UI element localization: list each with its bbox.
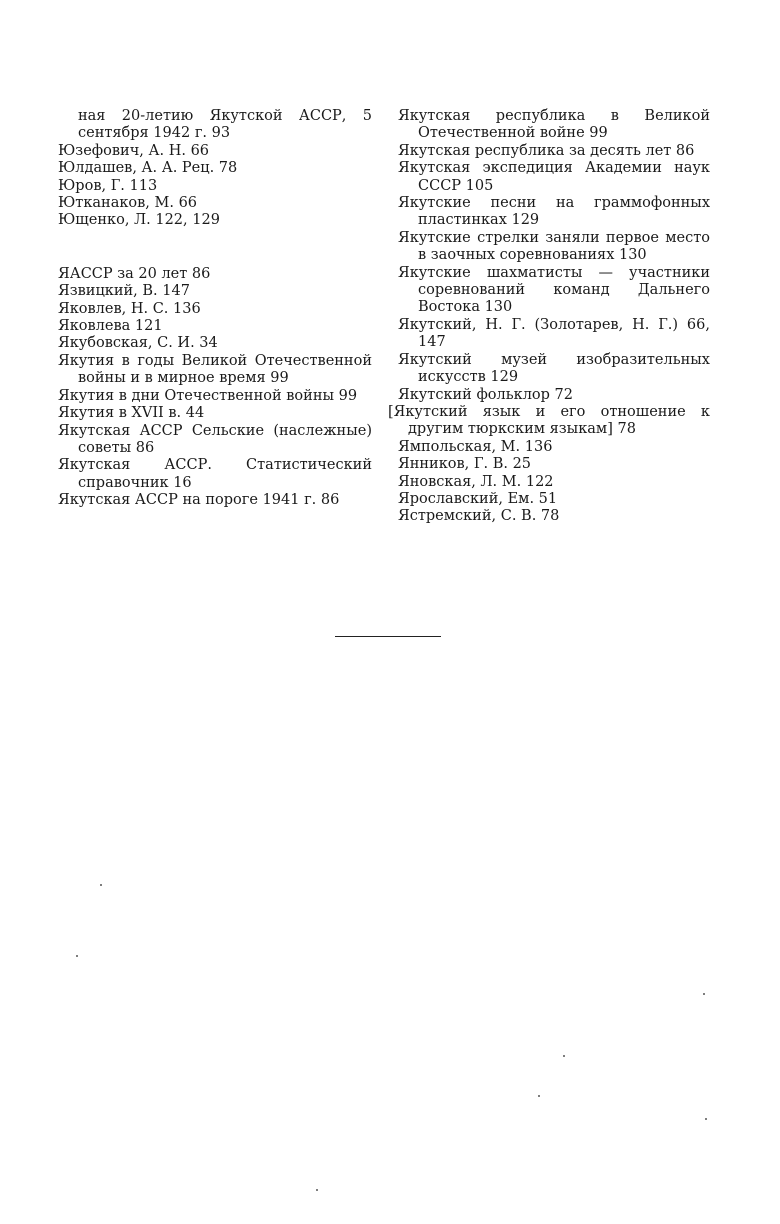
index-entry: Юлдашев, А. А. Рец. 78 — [58, 160, 238, 177]
index-entry: Якутская АССР Сельские (наслежные) советы 86 — [58, 422, 372, 456]
index-entry: Якубовская, С. И. 34 — [58, 335, 218, 352]
index-entry: Якутский фольклор 72 — [398, 386, 573, 403]
index-entry: Якутские шахматисты — участники соревнований команд Дальнего Востока 130 — [398, 264, 710, 316]
index-entry: Якутские стрелки заняли первое место в заочных соревнованиях 130 — [398, 229, 710, 264]
index-entry: Янников, Г. В. 25 — [398, 456, 532, 473]
index-entry: Ющенко, Л. 122, 129 — [58, 212, 220, 229]
section-gap — [58, 230, 372, 266]
print-speck — [316, 1189, 318, 1191]
print-speck — [703, 993, 705, 995]
index-right-column — [388, 108, 710, 526]
index-entry: Якутский, Н. Г. (Золотарев, Н. Г.) 66, 147 — [398, 316, 710, 351]
index-entry: Якутские песни на граммофонных пластинках 129 — [398, 195, 710, 229]
end-rule — [335, 636, 441, 637]
index-entry: Ямпольская, М. 136 — [398, 438, 553, 455]
index-entry: [Якутский язык и его отношение к другим тюркским языкам] 78 — [388, 403, 710, 438]
index-entry: Якутия в годы Великой Отечественной войны и в мирное время 99 — [58, 352, 372, 387]
index-entry: Якутская республика за десять лет 86 — [398, 142, 695, 159]
index-entry: Яковлев, Н. С. 136 — [58, 300, 201, 317]
index-entry: ная 20-летию Якутской АССР, 5 сентября 1942 г. 93 — [78, 108, 372, 142]
index-left-column — [58, 108, 372, 510]
index-entry: Ястремский, С. В. 78 — [398, 508, 560, 525]
index-entry: Якутская АССР. Статистический справочник 16 — [58, 457, 372, 491]
index-entry: Яновская, Л. М. 122 — [398, 473, 554, 490]
print-speck — [100, 884, 102, 886]
index-entry: Юров, Г. 113 — [58, 177, 158, 194]
print-speck — [538, 1095, 540, 1097]
index-entry: Якутия в дни Отечественной войны 99 — [58, 387, 358, 404]
index-entry: Якутия в XVII в. 44 — [58, 405, 205, 422]
index-entry: Ютканаков, М. 66 — [58, 195, 198, 212]
print-speck — [563, 1055, 565, 1057]
index-entry: Юзефович, А. Н. 66 — [58, 142, 210, 159]
index-entry: Якутская АССР на пороге 1941 г. 86 — [58, 492, 340, 509]
index-entry: Якутская экспедиция Академии наук СССР 105 — [398, 160, 710, 194]
index-entry: Ярославский, Ем. 51 — [398, 490, 558, 507]
index-entry: Язвицкий, В. 147 — [58, 283, 190, 300]
index-entry: Якутская республика в Великой Отечественной войне 99 — [398, 108, 710, 142]
print-speck — [76, 955, 78, 957]
index-entry: Якутский музей изобразительных искусств 129 — [398, 351, 710, 386]
print-speck — [705, 1118, 707, 1120]
index-entry: Яковлева 121 — [58, 318, 163, 335]
index-entry: ЯАССР за 20 лет 86 — [58, 265, 211, 282]
